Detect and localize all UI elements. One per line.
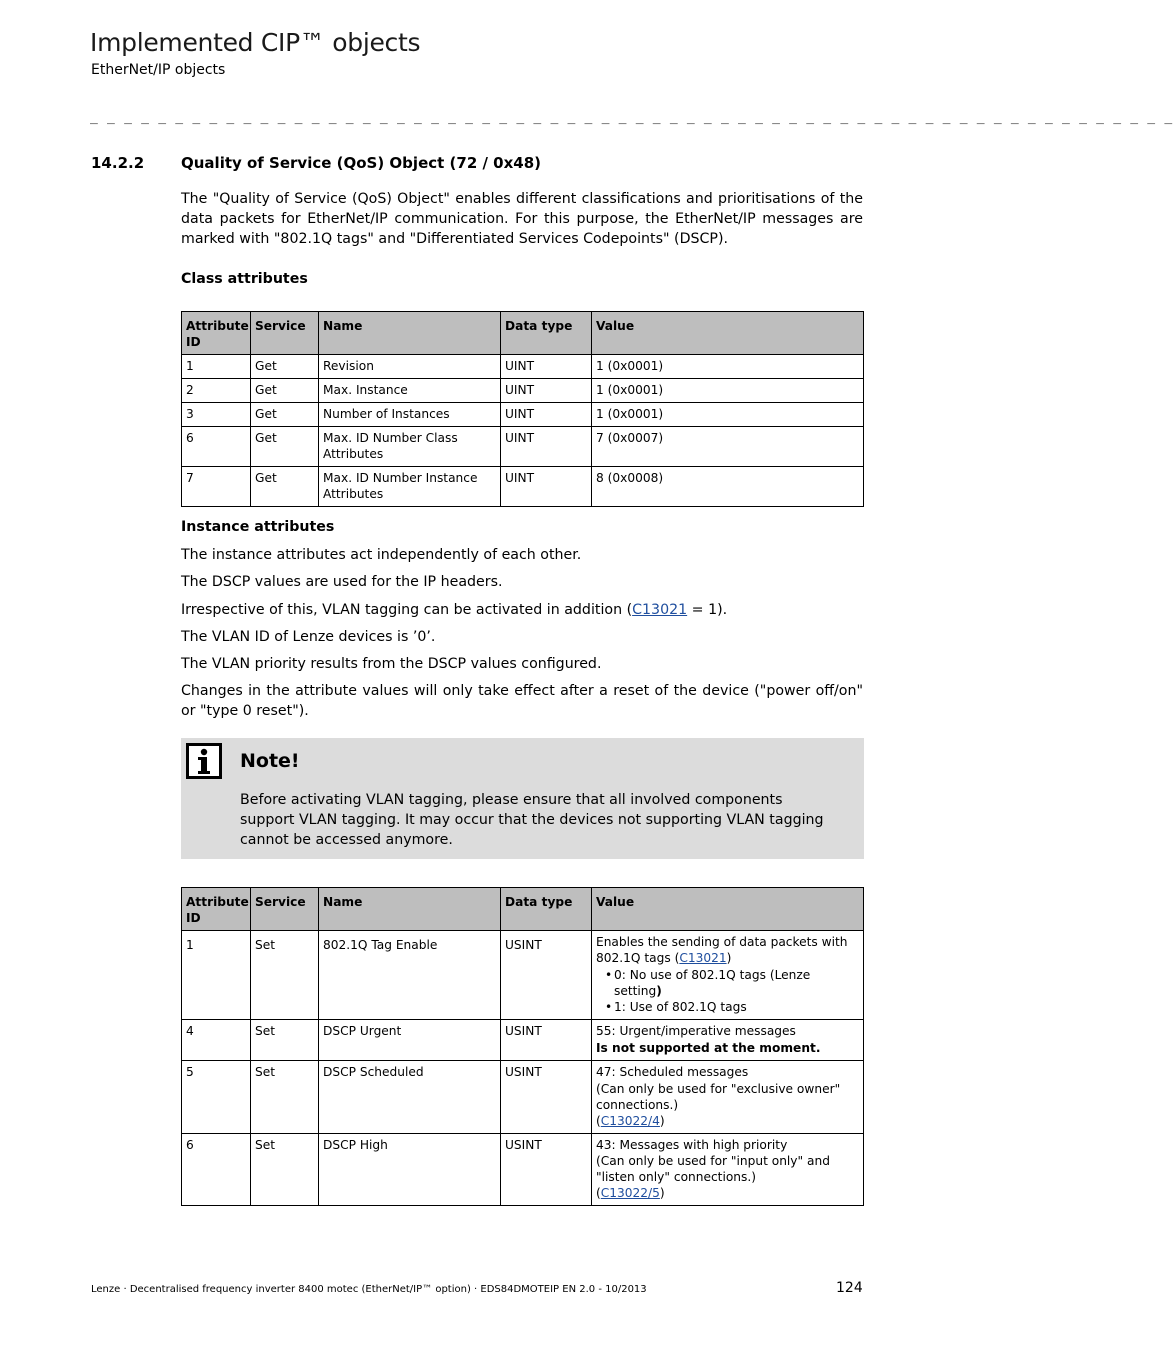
table-row: [182, 467, 864, 507]
cell-type: UINT: [501, 403, 592, 427]
cell-name: Max. ID Number Class Attributes: [319, 427, 501, 467]
cell-value: 1 (0x0001): [592, 355, 864, 379]
column-header: Value: [592, 312, 864, 355]
cell-value: 1 (0x0001): [592, 403, 864, 427]
bullet-text-end: ): [656, 984, 662, 998]
value-reference: (C13022/5): [596, 1186, 665, 1200]
column-header: Name: [319, 312, 501, 355]
table-row: [182, 427, 864, 467]
value-text: 47: Scheduled messages: [596, 1065, 749, 1079]
cell-type: USINT: [501, 1020, 592, 1061]
cell-value: [592, 931, 864, 1020]
cell-id: 7: [182, 467, 251, 507]
table-row: [182, 379, 864, 403]
cell-type: USINT: [501, 931, 592, 1020]
cell-name: 802.1Q Tag Enable: [319, 931, 501, 1020]
value-text: 55: Urgent/imperative messages: [596, 1024, 796, 1038]
table-row: [182, 1020, 864, 1061]
cell-name: DSCP Scheduled: [319, 1061, 501, 1134]
intro-paragraph: The "Quality of Service (QoS) Object" enables different classifications and prioritisations of the data packets for EtherNet/IP communication. For this purpose, the EtherNet/IP messages are marked with "802.1Q tags" and "Differentiated Services Codepoints" (DSCP).: [181, 191, 863, 247]
page-number: 124: [836, 1280, 863, 1296]
note-text: Before activating VLAN tagging, please ensure that all involved components support VLAN tagging. It may occur that the devices not supporting VLAN tagging cannot be accessed anymore.: [240, 792, 824, 848]
cell-name: Number of Instances: [319, 403, 501, 427]
note-heading: Note!: [240, 750, 300, 772]
cell-service: Get: [251, 403, 319, 427]
cell-type: UINT: [501, 355, 592, 379]
cell-type: USINT: [501, 1061, 592, 1134]
section-number: 14.2.2: [91, 154, 145, 172]
table-row: [182, 931, 864, 1020]
footer-text: Lenze · Decentralised frequency inverter 8400 motec (EtherNet/IP™ option) · EDS84DMOTEIP EN 2.0 - 10/2013: [91, 1284, 647, 1295]
table-header-row: [182, 312, 864, 355]
cell-type: UINT: [501, 467, 592, 507]
instance-paragraph-5: The VLAN priority results from the DSCP values configured.: [181, 656, 602, 672]
cell-value: 1 (0x0001): [592, 379, 864, 403]
cell-name: Max. Instance: [319, 379, 501, 403]
cell-id: 3: [182, 403, 251, 427]
class-attributes-table: [181, 311, 864, 507]
cell-value: [592, 1020, 864, 1061]
bullet-text: 0: No use of 802.1Q tags (Lenze setting: [614, 968, 811, 998]
bullet-item: • 1: Use of 802.1Q tags: [605, 999, 859, 1015]
cell-value: [592, 1134, 864, 1206]
cell-value: [592, 1061, 864, 1134]
cell-type: UINT: [501, 427, 592, 467]
bullet-item: [605, 967, 859, 999]
c13022-5-link[interactable]: C13022/5: [600, 1186, 660, 1200]
instance-paragraph-2: The DSCP values are used for the IP headers.: [181, 574, 503, 590]
section-title: Quality of Service (QoS) Object (72 / 0x48): [181, 154, 542, 172]
cell-service: Set: [251, 1020, 319, 1061]
cell-id: 6: [182, 1134, 251, 1206]
cell-type: UINT: [501, 379, 592, 403]
value-description: [596, 934, 859, 966]
value-note: (Can only be used for "input only" and "listen only" connections.): [596, 1154, 830, 1184]
cell-id: 1: [182, 931, 251, 1020]
column-header: Data type: [501, 888, 592, 931]
cell-id: 4: [182, 1020, 251, 1061]
column-header: Service: [251, 312, 319, 355]
column-header: Attribute ID: [182, 888, 251, 931]
cell-name: Max. ID Number Instance Attributes: [319, 467, 501, 507]
column-header: Value: [592, 888, 864, 931]
cell-value: 8 (0x0008): [592, 467, 864, 507]
p3-text-after: = 1).: [687, 602, 728, 618]
table-row: [182, 1061, 864, 1134]
header-dashed-rule: _ _ _ _ _ _ _ _ _ _ _ _ _ _ _ _ _ _ _ _ _ _ _ _ _ _ _ _ _ _ _ _ _ _ _ _ _ _ _ _ _ _ _ _ _ _ _ _ _ _ _ _ _ _ _ _ _ _ _ _ _ _ _ _: [90, 110, 1173, 125]
table-row: [182, 355, 864, 379]
value-text: Enables the sending of data packets with 802.1Q tags (: [596, 935, 848, 965]
cell-service: Set: [251, 1061, 319, 1134]
c13021-link[interactable]: C13021: [679, 951, 727, 965]
cell-value: 7 (0x0007): [592, 427, 864, 467]
column-header: Data type: [501, 312, 592, 355]
value-note: (Can only be used for "exclusive owner" connections.): [596, 1082, 841, 1112]
cell-id: 6: [182, 427, 251, 467]
cell-type: USINT: [501, 1134, 592, 1206]
table-header-row: [182, 888, 864, 931]
cell-name: DSCP High: [319, 1134, 501, 1206]
table-row: [182, 403, 864, 427]
page-header-title: Implemented CIP™ objects: [90, 28, 421, 57]
p3-text-before: Irrespective of this, VLAN tagging can be activated in addition (: [181, 602, 633, 618]
column-header: Service: [251, 888, 319, 931]
cell-id: 2: [182, 379, 251, 403]
cell-service: Get: [251, 355, 319, 379]
value-text: ): [726, 951, 732, 965]
column-header: Attribute ID: [182, 312, 251, 355]
value-warning: Is not supported at the moment.: [596, 1041, 821, 1055]
cell-service: Set: [251, 931, 319, 1020]
c13022-4-link[interactable]: C13022/4: [600, 1114, 660, 1128]
instance-paragraph-6: Changes in the attribute values will only take effect after a reset of the device ("power off/on" or "type 0 reset").: [181, 683, 863, 719]
cell-id: 1: [182, 355, 251, 379]
cell-id: 5: [182, 1061, 251, 1134]
instance-attributes-heading: Instance attributes: [181, 519, 335, 535]
value-reference: (C13022/4): [596, 1114, 665, 1128]
cell-service: Set: [251, 1134, 319, 1206]
cell-service: Get: [251, 427, 319, 467]
class-attributes-heading: Class attributes: [181, 271, 308, 287]
table-row: [182, 1134, 864, 1206]
cell-name: Revision: [319, 355, 501, 379]
page-header-subtitle: EtherNet/IP objects: [91, 62, 226, 78]
instance-paragraph-4: The VLAN ID of Lenze devices is ’0’.: [181, 629, 436, 645]
info-icon: [186, 743, 222, 779]
cell-service: Get: [251, 467, 319, 507]
column-header: Name: [319, 888, 501, 931]
value-text: 43: Messages with high priority: [596, 1138, 788, 1152]
instance-attributes-table: [181, 887, 864, 1206]
c13021-link[interactable]: C13021: [632, 602, 688, 618]
instance-paragraph-1: The instance attributes act independently of each other.: [181, 547, 582, 563]
instance-paragraph-3: [181, 601, 863, 621]
cell-name: DSCP Urgent: [319, 1020, 501, 1061]
cell-service: Get: [251, 379, 319, 403]
